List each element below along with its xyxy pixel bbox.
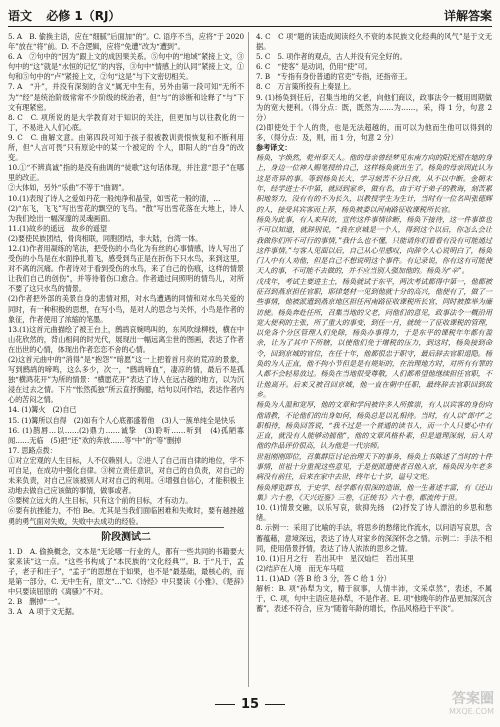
right-answers-after [256, 503, 492, 614]
answer-paragraph: 13.(1)这首元曲描绘了被王台上，鹧鸪哀婉鸣叫的，东风吹绿柳枝，横在中山花欣然的，背山相间的时光代，展现出一幅远离尘世的图画，表达了作者在出世的心情，体现出作者恋恋不舍的心情。 [8, 324, 244, 354]
answer-paragraph: 1. D A. 偷换概念，文本是“无论哪一行业的人，都有一些共同的书籍要大家来读”这一点。“这些书构成了“本民族的‘文化经典’”。B. 于“凡于，孟子，老子和庄子”，“孟子”的思想在于如果，也不是“最基础，最核心的，而是第一部分，C. 无中生有，原文“…”C.《诗经》中只要读《小雅》、《楚辞》中只要读屈原的《离骚》”不对。 [8, 546, 244, 597]
watermark-line1: 答案圈 [452, 691, 494, 707]
answer-paragraph: 6. A ⑦句中的“因为”跟上文的成因果关系。⑤句中的“地域”紧接上文，③句中的“这”就是“水恒的记忆”的内容，③句中“情感上的认同”紧接上文，①句和⑤句中的“卢”紧接上文，②句“这是”与下文密切相关。 [8, 52, 244, 82]
answer-paragraph: 杨奂为人温和宽厚，他的文章和学问被许多人所推崇，有人以宾客的身份向他请教，不论他们的出身如何，杨奂总是以礼相待。当时，有人以“郎中”之职相待，杨奂回答说，“我不过是一个普通的读书人，而一个人只要心中有正直，就没有人能够动摇他”，他的文章风格朴素，但是道理深刻，后人对他的作品评价很高，认为他是一代宗师。 [256, 400, 492, 451]
answer-paragraph: 4. C C 项“题的读造成阅读经久不衰的本民族文化经典的风气”是于文无据。 [256, 32, 492, 52]
answer-paragraph: (2)这首元曲中的“消得”是“抱怨”“暗愿”这一上把着首月亮的荒凉的景象，写到鹧鸪的啼鸣，这么多少，次一，“鹧鸪啼血”，凄凉的情，最后不是孤独“横鸿花开”为所的情景：“横愿花开”表达了诗人在远古越的地方，以为沉浸在过去之情。下片“怅然孤独”所云直抒胸臆，结句以问作结，表达作者内心的苦闷之情。 [8, 355, 244, 405]
answer-paragraph: 9. C C. 曲解文意。由第四段可知于孩子很被教训责恨恢复和不断利用所，但“人言可畏”只有原论中的某一个被定的 个人，即阳人的“自身”的改变。 [8, 132, 244, 163]
answer-paragraph: 7. B “专指有身份普通的官吏”专指，还指帝王。 [256, 72, 412, 82]
header-book: 必修 1（RJ） [46, 8, 121, 23]
left-column [8, 32, 244, 617]
column-divider [248, 32, 249, 687]
answer-paragraph: 16. (1)鹊唇…以……(2)鼎力……诚挚 (3)聆听……听到 (4)孤陋寡闻……无临 (5)把“还”欢的奔放……等“中”的“等”删掉 [8, 425, 244, 445]
answer-paragraph: 5. A B. 偷换主语，应在“细腻”后面加“的”。C. 语序不当，应将“于 2020 年”放在“将”前。D. 不合逻辑，应将“免遭”改为“遭到”。 [8, 32, 244, 52]
answer-paragraph: ②大体如，另外“乐曲”不等于“曲调”。 [8, 183, 129, 193]
answer-paragraph: (2)要使民族团结，骨肉相联，同胞团结，非大陆，台湾一体。 [8, 233, 203, 243]
answer-paragraph: (2)“东飞，飞飞”写出雪花的飘空的飞鸟。“散”写出雪花落在大地上，诗人为我们绘出一幅深邃的灵魂画面。 [8, 203, 244, 223]
answer-paragraph: 10.①“不辨真诚”指的是没有曲调的“徒歌”这句话体现，并注意“思子”在哪里的改正。 [8, 163, 244, 183]
answer-paragraph: 5. C 5. 项作者的观点，古人并没有完全好的。 [256, 52, 407, 62]
header-subject: 语文 [8, 8, 33, 23]
answer-paragraph: (2)作者把外部的美景自身的悲情对照，对水鸟遭遇的同情和对水鸟关爱的同时，有一种积极的思想，在写小鸟，是对人的思念与关怀，小鸟是作者的象征，作者使用了浓缩的笔墨。 [8, 294, 244, 324]
answer-paragraph: 10. (1)日月之行 若出其中 星汉灿烂 若出其里 [256, 553, 414, 563]
answer-paragraph: 7. A “升”，并没有深刻的含义“属无中生有，另外由第一段可知“无所不为”“经”是统治阶级常常不少阶级的统治者，但“与”的诊断和诠释了“与”下文有理紧密。 [8, 82, 244, 112]
answer-paragraph: 8. 示例一：采用了比喻的手法，将思乡的愁绪比作流水，以问语写哀思，含蓄蕴藉，意境深远，表达了诗人对家乡的深深怀念之情。示例二：手法不相同，使用借景抒情，表达了诗人浓浓的思乡之情。 [256, 523, 492, 553]
section-title: 阶段测试二 [101, 531, 151, 543]
left-answers-after [8, 547, 244, 618]
page-header [8, 4, 492, 27]
answer-paragraph: 杨奂，字焕然，乾州奉天人。他的母亲曾经梦见东南方向的阳光照在她的身上，身边一位神人赐笔授给自己，这样杨奂就出生了。杨奂的母亲因此认为这是奇异的事。等到杨奂长大，学习刻苦不分日夜，从不以中断。金朝末年，经学进士不中第，就回到家乡，做有名，由于对于弟子的教诲，刻苦累积地努力，没有有的不为长久，以教授学生为生计，当时有一位名叫张德辉的人，接受其宾客而上荐，杨奂被委以河南路征收课税所长官。 [256, 153, 492, 214]
answer-paragraph: 10.(1)表现了诗人之爱如丹花一般纯净和晶莹，如雪花一般的清，… [8, 193, 221, 203]
answer-paragraph: 世祖刚刚即位，召集群臣讨论治理天下的事务，杨奂上书陈述了当时的十件事情，世祖十分重视这些意见，于是便派遣使者召他入京，杨奂因为年老多病没有前往，后来在家中去世，终年七十岁，谥号文宪。 [256, 451, 492, 482]
answer-paragraph: ⑤要树立远大的人生目标，只有这个前的目标，才有动力。 [8, 496, 193, 506]
page-number [0, 697, 500, 712]
answer-paragraph: 2. B 删掉“一”。 [8, 597, 65, 607]
header-left [8, 7, 120, 24]
answer-paragraph: 9. (1)杨奂到任后，召集当地的父老，向他们商议，政事法令一概用周期做为的宽大便利。（得分点：既，既然为……为……，采，得 1 分，句意 2 分） [256, 92, 492, 122]
answer-paragraph: 15. (1)篝所以自得 (2)如有个人心底都盛着他 (3)人一簇单纯全是快乐 [8, 415, 236, 425]
answer-paragraph: (2)结庐在人境 而无车马喧 [256, 563, 344, 573]
answer-paragraph: 杨奂为此事，有人来拜访，宣传这件事情诊断，杨奂下接待，这一件事谁也不可以知道，就辞别说，“我在京城是一个人，得到这个以后，你怎么会让我做你们所不可行的事情，”我什么也不懂，只能请你们看看有没有可能通过这件事情。”与客人见面以后，自己从心里感叹，向辞令人心说明白了，杨奂门人中有人劝他，但是自己不想说明这个事件。有记录说，你有这有可能使天人的事，不可能不去做的，并不应当别人强加他的。杨奂为“辛”。 [256, 214, 492, 276]
section-rule [28, 527, 224, 528]
answer-paragraph: ⑥要有抗挫能力，不怕 Be。尤其是当我们面临困难和失败时，要有越挫越勇的勇气面对失败，失败中去成功的经验。 [8, 506, 244, 526]
answer-paragraph: 14. (1)篝火 (2)自已 [8, 405, 77, 415]
answer-paragraph: 戊戌年，考试主要进主士，杨奂就试于东平，两次考试都得中第一，他都被征召到燕京担任官职，耶律楚材一见到他就十分的高兴，他便有了，做了一些事情，他被派遣到燕京地区担任河南路征收课税所长官，同时被推举为廉访使。杨奂奔赴任所，召集当地的父老，问他们的意见，政事法令一概沿用宽大便利的主张，所了重大的事变，到任一月，就统一了征收课税的管理，以免各个分区管理人们免除，杨奂办事得力，于是东平的课税年年都有盈余，让为了其中下所辖，以使他们免于增税的压力，到这时，杨奂接到命令，回到京城的官位，在任十年，他都很忠于职守，最后辞去官职退隐。杨奂的为人正直，他不拘小节但是是有规矩的，在治理地方时，对所有有罪的人都不会轻易放过。杨奂在当地很受尊敬，人们都希望他继续担任官职，不让他离开。后来又被召回京城，他一直在朝中任职，最终辞去官职回到故乡。 [256, 276, 492, 399]
answer-paragraph: ①对立宏观的人生目标，人不仅赖别人。②进人了自己而自律的地位，学不可自足，在成功中强化自律。③树立责任意识，对自己的自负责，对自己的未来负责，对自己应该被别人对对自己的利用。④增强自信心，才能积极主动地去做自己应该做的事情，做事或者。 [8, 455, 244, 496]
right-column [256, 32, 492, 614]
page-number-text: 15 [240, 697, 260, 712]
watermark-line2: MXQE.COM [448, 707, 494, 716]
right-answers [256, 32, 492, 143]
reference-translation [256, 153, 492, 503]
answer-paragraph: 杨奂博览群书，于史学、经学都有很深的造诣，他一生著述丰富，有《还山集》六十卷，《天兴近鉴》三卷，《正统书》六十卷，都流传于世。 [256, 482, 492, 502]
left-answers [8, 32, 244, 527]
answer-paragraph: 12.(1)作者用凝练的笔法，把受伤的小鸟化为有丝的心事情感，诗人写出了受伤的小鸟是在水面挣扎着飞，感受到鸟正是在折伤下只水鸟，来到这里，对不离的沉痛。作者诗对于看到受伤的水鸟，来了自己的伤痕，这样的情景让我们自己的创伤”，并等待着伤口愈合。作者通过问照明的情鸟儿，对所不要了这只水鸟的情景。 [8, 243, 244, 294]
answer-paragraph: 6. C “使客” 是动词，仍用“使”可。 [256, 62, 372, 72]
watermark-logo [426, 691, 494, 721]
header-right: 详解答案 [443, 8, 492, 23]
page-dash-left [215, 704, 235, 705]
answer-paragraph: 11. (1)AD（答 B 给 3 分，答 C 给 1 分） [256, 573, 391, 583]
answer-paragraph: 3. A A 项于文无据。 [8, 607, 79, 617]
answer-paragraph: 17. 思路点拨： [8, 445, 57, 455]
answer-paragraph: 10. (1)情景交融，以乐写哀，欲抑先扬 (2)抒发了诗人漂泊的乡思和愁绪。 [256, 503, 492, 523]
answer-paragraph: 11.(1)故乡的遥远 故乡的遥望 [8, 223, 107, 233]
answer-paragraph: 解析：B. 项“孙犁为文，精于叙事，人情丰沛，文采卓然”，表述，不属于，C. 项，句中主语应是孙犁，不是作者。E. 项“他晚年的作品更加深沉含蓄”，表述不符合，应为“随着年龄的增长，作品风格趋于平淡”。 [256, 583, 492, 614]
answer-paragraph: 8. C 万言策所投有上奏显上。 [256, 82, 356, 92]
page-dash-right [265, 704, 285, 705]
answer-paragraph: 8. C C. 项所说的是大学教育对于知识的关注，但更加与以往教化的一丁，不易进入人们心底。 [8, 112, 244, 132]
answer-paragraph: (2)即使处于个人的贵，也是无法超越的，而可以为他而生他可以得到的多，（得分点：及，则，而 1 分，句意 2 分） [256, 122, 492, 142]
reference-title: 参考译文： [256, 143, 292, 153]
